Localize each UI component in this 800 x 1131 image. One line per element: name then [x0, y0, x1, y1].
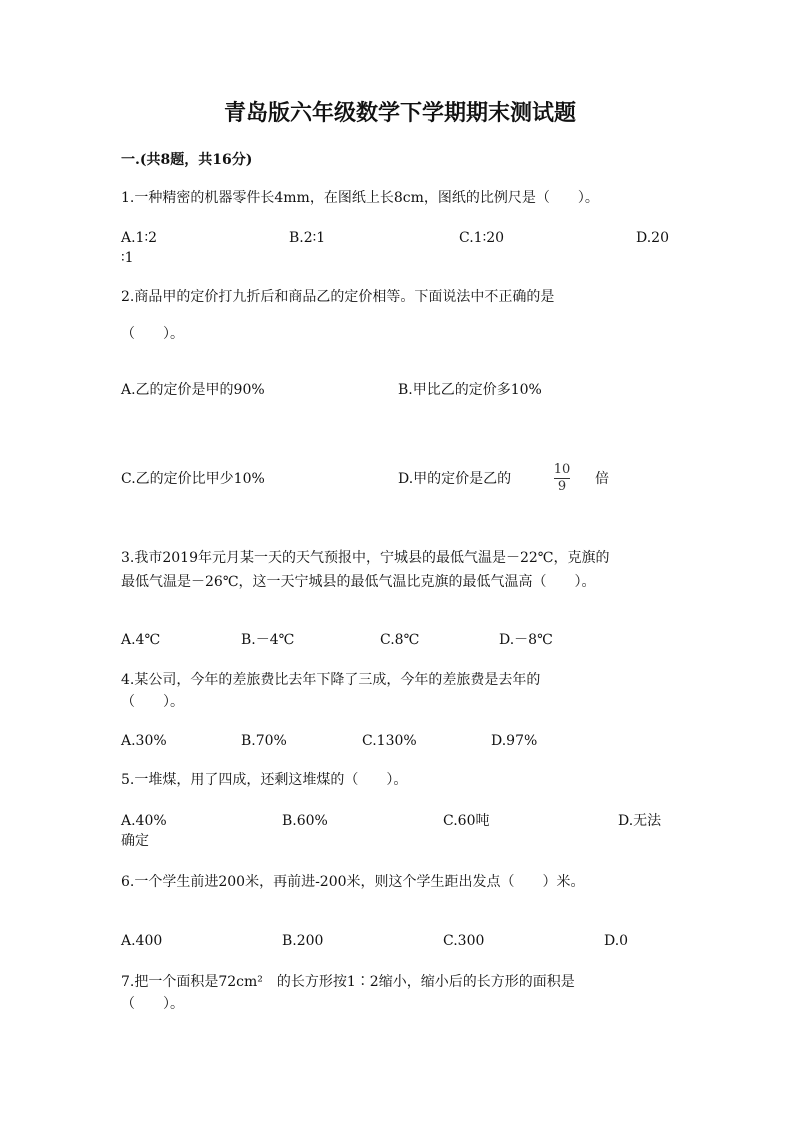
question-7-stem-line-2: （ ）。 [121, 996, 184, 1012]
question-6-option-c: C.300 [443, 933, 485, 949]
fraction [553, 462, 571, 495]
question-2-option-b: B.甲比乙的定价多10% [398, 382, 542, 398]
question-3-option-b: B.－4℃ [241, 632, 295, 648]
question-3-stem-line-1: 3.我市2019年元月某一天的天气预报中，宁城县的最低气温是－22℃，克旗的 [121, 550, 610, 566]
question-5-option-a: A.40% [121, 813, 167, 829]
question-6-option-d: D.0 [604, 933, 629, 949]
question-1-option-b: B.2∶1 [289, 230, 326, 246]
question-4-option-c: C.130% [362, 733, 417, 749]
question-4-option-a: A.30% [121, 733, 167, 749]
question-4-stem-line-2: （ ）。 [121, 694, 184, 710]
question-1-option-d: D.20 [636, 230, 669, 246]
question-3-option-d: D.－8℃ [499, 632, 553, 648]
question-6-stem: 6.一个学生前进200米，再前进-200米，则这个学生距出发点（ ）米。 [121, 874, 585, 890]
question-2-stem-line-2: （ ）。 [121, 326, 184, 342]
question-5-option-b: B.60% [282, 813, 328, 829]
fraction-numerator: 10 [553, 462, 571, 477]
question-6-option-a: A.400 [121, 933, 163, 949]
question-1-option-c: C.1∶20 [459, 230, 505, 246]
page-title: 青岛版六年级数学下学期期末测试题 [223, 100, 576, 126]
question-1-option-d-wrap: ∶1 [121, 250, 134, 266]
question-4-option-d: D.97% [491, 733, 538, 749]
question-5-option-c: C.60吨 [443, 813, 490, 829]
fraction-denominator: 9 [557, 479, 567, 494]
question-2-option-d-suffix: 倍 [595, 471, 609, 487]
question-3-option-a: A.4℃ [121, 632, 161, 648]
question-4-stem-line-1: 4.某公司，今年的差旅费比去年下降了三成，今年的差旅费是去年的 [121, 672, 541, 688]
question-5-option-d: D.无法 [618, 813, 662, 829]
question-5-option-d-wrap: 确定 [121, 833, 149, 849]
section-heading: 一.(共8题，共16分) [121, 152, 253, 168]
question-7-stem-line-1: 7.把一个面积是72cm² 的长方形按1∶2缩小，缩小后的长方形的面积是 [121, 974, 575, 990]
question-4-option-b: B.70% [241, 733, 287, 749]
question-2-option-d: D.甲的定价是乙的 [398, 471, 512, 487]
question-2-option-a: A.乙的定价是甲的90% [121, 382, 265, 398]
question-2-stem-line-1: 2.商品甲的定价打九折后和商品乙的定价相等。下面说法中不正确的是 [121, 289, 555, 305]
question-1-option-a: A.1∶2 [121, 230, 158, 246]
question-3-stem-line-2: 最低气温是－26℃，这一天宁城县的最低气温比克旗的最低气温高（ ）。 [121, 574, 596, 590]
question-1-stem: 1.一种精密的机器零件长4mm，在图纸上长8cm，图纸的比例尺是（ ）。 [121, 190, 599, 206]
question-2-option-c: C.乙的定价比甲少10% [121, 471, 265, 487]
question-6-option-b: B.200 [282, 933, 324, 949]
question-5-stem: 5.一堆煤，用了四成，还剩这堆煤的（ ）。 [121, 772, 408, 788]
question-3-option-c: C.8℃ [380, 632, 420, 648]
